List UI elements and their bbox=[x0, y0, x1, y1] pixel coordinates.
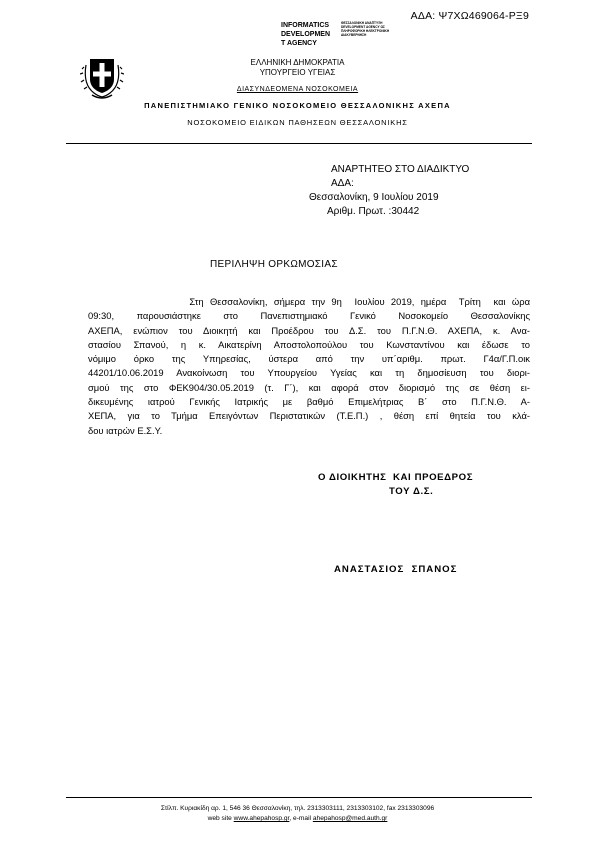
agency-small-text: ΘΕΣΣΑΛΟΝΙΚΗ ΑΝΑΠΤΥΞΗ DEVELOPMENT AGENCY ΩΣ ΠΛΗΡΟΦΟΡΙΚΗ ΗΛΕΚΤΡΟΝΙΚΗ ΔΙΑΚΥΒΕΡΝΗΣΗ bbox=[341, 21, 390, 37]
ada-field: ΑΔΑ: bbox=[331, 178, 354, 189]
republic-heading: ΕΛΛΗΝΙΚΗ ΔΗΜΟΚΡΑΤΙΑ bbox=[250, 58, 345, 67]
body-line: δικευμένης ιατρού Γενικής Ιατρικής με βαθμό Επιμελήτριας Β΄ στο Π.Γ.Ν.Θ. Α- bbox=[88, 396, 530, 408]
body-line: νόμιμο όρκο της Υπηρεσίας, ύστερα από την υπ΄αριθμ. πρωτ. Γ4α/Γ.Π.οικ bbox=[88, 353, 530, 365]
document-meta bbox=[309, 163, 469, 219]
body-line: 44201/10.06.2019 Ανακοίνωση του Υπουργείου Υγείας και τη δημοσίευση του διορι- bbox=[88, 367, 530, 379]
website-link[interactable]: www.ahepahosp.gr bbox=[233, 815, 290, 822]
ada-code: ΑΔΑ: Ψ7ΧΩ469064-ΡΞ9 bbox=[410, 10, 529, 22]
web-label: web site bbox=[207, 815, 232, 822]
agency-logo-line: DEVELOPMEN bbox=[281, 31, 331, 38]
posted-notice: ΑΝΑΡΤΗΤΕΟ ΣΤΟ ΔΙΑΔΙΚΤΥΟ bbox=[331, 164, 470, 175]
body-line: δου ιατρών Ε.Σ.Υ. bbox=[88, 424, 163, 436]
signatory-role-line1: Ο ΔΙΟΙΚΗΤΗΣ ΚΑΙ ΠΡΟΕΔΡΟΣ bbox=[318, 472, 474, 483]
body-line: ΑΧΕΠΑ, ενώπιον του Διοικητή και Προέδρου του Δ.Σ. του Π.Γ.Ν.Θ. ΑΧΕΠΑ, κ. Ανα- bbox=[88, 324, 530, 336]
document-title: ΠΕΡΙΛΗΨΗ ΟΡΚΩΜΟΣΙΑΣ bbox=[210, 259, 338, 270]
agency-logo-line: INFORMATICS bbox=[281, 22, 330, 29]
email-label: , e-mail bbox=[289, 815, 312, 822]
body-paragraph bbox=[88, 295, 530, 438]
body-line: ΧΕΠΑ, για το Τμήμα Επειγόντων Περιστατικών (Τ.Ε.Π.) , θέση επί θητεία του κλά- bbox=[88, 410, 530, 422]
hospital-name: ΠΑΝΕΠΙΣΤΗΜΙΑΚΟ ΓΕΝΙΚΟ ΝΟΣΟΚΟΜΕΙΟ ΘΕΣΣΑΛΟΝΙΚΗΣ ΑΧΕΠΑ bbox=[144, 101, 451, 110]
protocol-number: Αριθμ. Πρωτ. :30442 bbox=[327, 206, 420, 217]
ministry-heading: ΥΠΟΥΡΓΕΙΟ ΥΓΕΙΑΣ bbox=[259, 68, 336, 77]
header-divider bbox=[66, 143, 532, 144]
footer-contacts bbox=[0, 815, 595, 822]
signatory-name: ΑΝΑΣΤΑΣΙΟΣ ΣΠΑΝΟΣ bbox=[334, 564, 458, 575]
agency-logo bbox=[281, 21, 330, 48]
signatory-role-line2: ΤΟΥ Δ.Σ. bbox=[389, 486, 434, 497]
footer-address: Στίλπ. Κυριακίδη αρ. 1, 546 36 Θεσσαλονίκη, τηλ. 2313303111, 2313303102, fax 2313303096 bbox=[160, 805, 435, 812]
hospital-subtitle: ΝΟΣΟΚΟΜΕΙΟ ΕΙΔΙΚΩΝ ΠΑΘΗΣΕΩΝ ΘΕΣΣΑΛΟΝΙΚΗΣ bbox=[187, 118, 408, 127]
body-line: 09:30, παρουσιάστηκε στο Πανεπιστημιακό Γενικό Νοσοκομείο Θεσσαλονίκης bbox=[88, 310, 530, 322]
body-line: σμού της στο ΦΕΚ904/30.05.2019 (τ. Γ΄), και αφορά στον διορισμό της σε θέση ει- bbox=[88, 381, 530, 393]
linked-hospitals-heading: ΔΙΑΣΥΝΔΕΟΜΕΝΑ ΝΟΣΟΚΟΜΕΙΑ bbox=[236, 86, 359, 93]
body-line: Στη Θεσσαλονίκη, σήμερα την 9η Ιουλίου 2019, ημέρα Τρίτη και ώρα bbox=[88, 296, 530, 307]
email-link[interactable]: ahepahosp@med.auth.gr bbox=[312, 815, 388, 822]
place-date: Θεσσαλονίκη, 9 Ιουλίου 2019 bbox=[309, 192, 439, 203]
agency-logo-line: T AGENCY bbox=[281, 40, 317, 47]
footer-divider bbox=[66, 797, 532, 798]
body-line: στασίου Σπανού, η κ. Αικατερίνη Αποστολοπούλου του Κωνσταντίνου και έδωσε το bbox=[88, 338, 530, 350]
